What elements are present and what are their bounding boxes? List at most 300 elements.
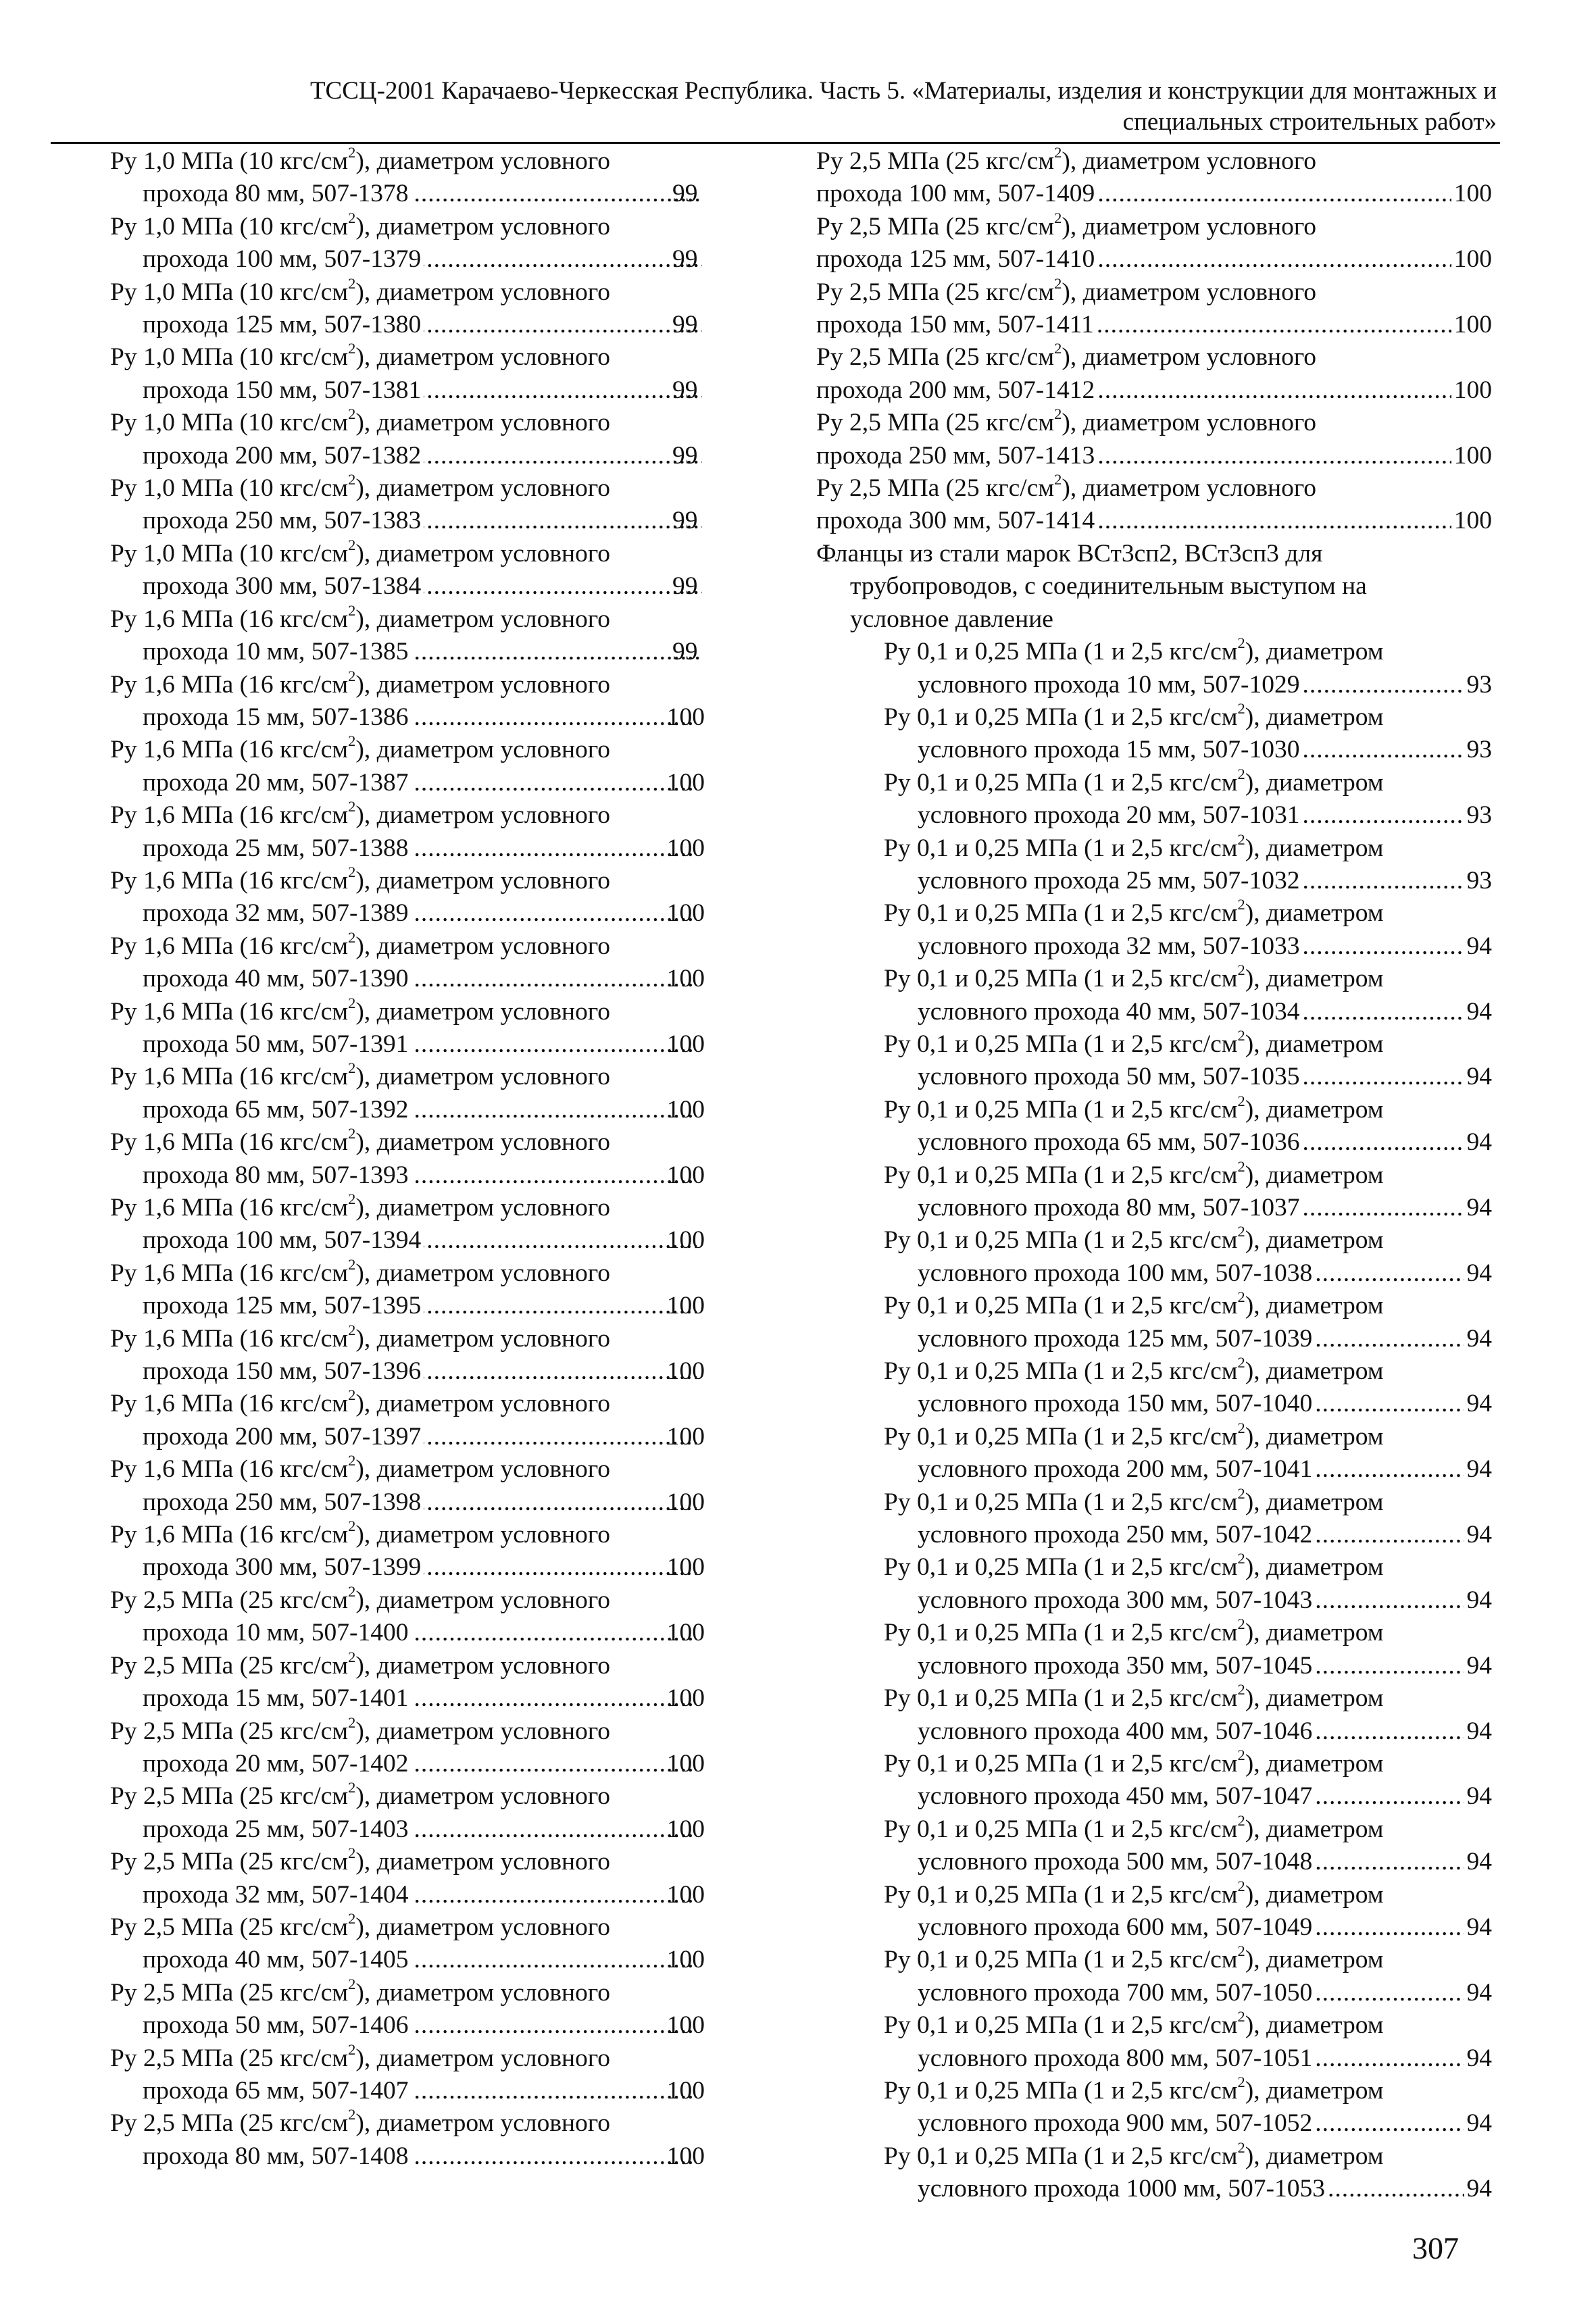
dot-leader — [412, 1094, 697, 1126]
entry-item-code: прохода 32 мм, 507-1389 — [143, 899, 409, 928]
entry-line-1 — [816, 145, 1492, 178]
unit-superscript: 2 — [1237, 1027, 1245, 1045]
entry-line-2 — [816, 1126, 1492, 1159]
entry-description: ), диаметром условного — [355, 1717, 611, 1745]
entry-page-ref: 94 — [1466, 1128, 1492, 1157]
unit-superscript: 2 — [348, 209, 356, 226]
entry-pressure: Ру 0,1 и 0,25 МПа (1 и 2,5 кгс/см — [884, 1946, 1238, 1974]
entry-item-code: условного прохода 125 мм, 507-1039 — [918, 1324, 1313, 1353]
entry-line-1 — [110, 405, 705, 439]
entry-description: ), диаметром условного — [355, 801, 611, 830]
unit-superscript: 2 — [1237, 2008, 1245, 2026]
entry-page-ref: 94 — [1466, 1521, 1492, 1549]
entry-item-code: прохода 25 мм, 507-1403 — [143, 1815, 409, 1843]
unit-superscript: 2 — [348, 1190, 356, 1208]
dot-leader — [1315, 1453, 1464, 1486]
entry-line-2 — [816, 1519, 1492, 1551]
unit-superscript: 2 — [1054, 274, 1062, 292]
unit-superscript: 2 — [1237, 1550, 1245, 1567]
entry-pressure: Ру 0,1 и 0,25 МПа (1 и 2,5 кгс/см — [884, 1815, 1238, 1843]
dot-leader — [424, 309, 702, 341]
entry-line-1 — [110, 863, 705, 897]
entry-line-2 — [143, 1159, 705, 1192]
entry-line-1 — [816, 1748, 1492, 1780]
entry-page-ref: 94 — [1466, 1913, 1492, 1941]
entry-pressure: Ру 1,6 МПа (16 кгс/см — [110, 1063, 349, 1091]
dot-leader — [412, 1944, 697, 1976]
entry-item-code: условного прохода 50 мм, 507-1035 — [918, 1063, 1300, 1091]
entry-page-ref: 100 — [666, 2011, 705, 2040]
dot-leader — [412, 1813, 697, 1846]
dot-leader — [1315, 1323, 1464, 1355]
entry-line-2 — [816, 1192, 1492, 1224]
entry-item-code: условного прохода 65 мм, 507-1036 — [918, 1128, 1300, 1157]
entry-pressure: Ру 1,0 МПа (10 кгс/см — [110, 147, 349, 175]
unit-superscript: 2 — [1237, 1157, 1245, 1175]
entry-pressure: Ру 1,6 МПа (16 кгс/см — [110, 1390, 349, 1418]
index-entry — [816, 767, 1492, 832]
unit-superscript: 2 — [1237, 1615, 1245, 1633]
entry-description: ), диаметром условного — [355, 1586, 611, 1614]
header-rule — [51, 142, 1500, 144]
index-entry — [110, 669, 705, 734]
section-heading — [816, 538, 1492, 636]
entry-pressure: Ру 1,0 МПа (10 кгс/см — [110, 212, 349, 241]
entry-line-2: прохода 125 мм, 507-1380 ..... 99 — [143, 309, 705, 341]
entry-pressure: Ру 0,1 и 0,25 МПа (1 и 2,5 кгс/см — [884, 768, 1238, 797]
entry-description: ), диаметром условного — [355, 670, 611, 699]
entry-pressure: Ру 0,1 и 0,25 МПа (1 и 2,5 кгс/см — [884, 899, 1238, 928]
entry-item-code: условного прохода 32 мм, 507-1033 — [918, 932, 1300, 960]
entry-item-code: прохода 80 мм, 507-1378 — [143, 180, 409, 208]
dot-leader — [424, 1355, 696, 1388]
entry-line-2 — [143, 832, 705, 865]
entry-line-2 — [816, 374, 1492, 407]
index-entry — [110, 2042, 705, 2108]
index-entry — [110, 211, 705, 276]
entry-description: ), диаметром условного — [355, 1651, 611, 1680]
unit-superscript: 2 — [1237, 1354, 1245, 1372]
unit-superscript: 2 — [348, 863, 356, 881]
entry-pressure: Ру 2,5 МПа (25 кгс/см — [110, 1782, 349, 1811]
entry-line-2 — [816, 2173, 1492, 2205]
index-entry — [110, 603, 705, 669]
dot-leader — [424, 570, 702, 603]
unit-superscript: 2 — [348, 732, 356, 750]
entry-line-1 — [110, 601, 705, 636]
entry-pressure: Ру 1,6 МПа (16 кгс/см — [110, 932, 349, 960]
unit-superscript: 2 — [1054, 471, 1062, 488]
entry-line-2 — [143, 1879, 705, 1911]
index-entry — [110, 341, 705, 407]
entry-item-code: прохода 10 мм, 507-1385 — [143, 638, 409, 666]
entry-item-code: прохода 125 мм, 507-1380 — [143, 311, 422, 339]
dot-leader — [412, 767, 697, 799]
index-entry — [110, 734, 705, 799]
entry-pressure: Ру 0,1 и 0,25 МПа (1 и 2,5 кгс/см — [884, 1095, 1238, 1124]
index-entry — [110, 1257, 705, 1323]
entry-line-2 — [816, 1323, 1492, 1355]
entry-pressure: Ру 0,1 и 0,25 МПа (1 и 2,5 кгс/см — [884, 1880, 1238, 1909]
entry-item-code: прохода 250 мм, 507-1413 — [816, 441, 1095, 470]
unit-superscript: 2 — [1237, 2073, 1245, 2091]
index-entry — [110, 996, 705, 1061]
index-entry — [816, 701, 1492, 767]
entry-page-ref: 94 — [1466, 2109, 1492, 2138]
entry-description: ), диаметром — [1245, 1357, 1384, 1386]
dot-leader — [424, 505, 702, 537]
entry-item-code: прохода 65 мм, 507-1392 — [143, 1095, 409, 1124]
entry-item-code: условного прохода 450 мм, 507-1047 — [918, 1782, 1313, 1811]
dot-leader — [412, 178, 702, 210]
entry-line-1 — [110, 1386, 705, 1420]
index-entry — [816, 1224, 1492, 1290]
entry-line-1 — [110, 1517, 705, 1551]
entry-item-code: прохода 150 мм, 507-1381 — [143, 376, 422, 404]
entry-line-1 — [816, 636, 1492, 668]
dot-leader — [1315, 1519, 1464, 1551]
index-entry — [816, 1486, 1492, 1552]
dot-leader — [412, 636, 702, 668]
index-entry — [110, 2107, 705, 2173]
index-entry — [816, 1028, 1492, 1094]
entry-line-2: прохода 100 мм, 507-1379 ..... 99 — [143, 243, 705, 276]
entry-line-1 — [816, 472, 1492, 505]
entry-page-ref: 93 — [1466, 736, 1492, 764]
entry-pressure: Ру 1,6 МПа (16 кгс/см — [110, 736, 349, 764]
entry-line-2 — [816, 1846, 1492, 1878]
entry-description: ), диаметром условного — [355, 1194, 611, 1222]
entry-line-1 — [110, 1779, 705, 1813]
entry-item-code: прохода 20 мм, 507-1402 — [143, 1749, 409, 1778]
index-entry — [816, 1094, 1492, 1159]
entry-pressure: Ру 1,6 МПа (16 кгс/см — [110, 670, 349, 699]
unit-superscript: 2 — [348, 1517, 356, 1535]
entry-pressure: Ру 0,1 и 0,25 МПа (1 и 2,5 кгс/см — [884, 965, 1238, 993]
entry-line-2 — [816, 669, 1492, 701]
entry-item-code: прохода 100 мм, 507-1409 — [816, 180, 1095, 208]
entry-pressure: Ру 1,0 МПа (10 кгс/см — [110, 474, 349, 503]
entry-line-2 — [143, 1421, 705, 1453]
index-entry — [816, 2075, 1492, 2140]
entry-description: ), диаметром — [1245, 1030, 1384, 1058]
entry-description: ), диаметром условного — [1062, 278, 1317, 306]
entry-item-code: условного прохода 350 мм, 507-1045 — [918, 1651, 1313, 1680]
unit-superscript: 2 — [1237, 896, 1245, 913]
dot-leader — [412, 1748, 697, 1780]
index-entry — [110, 1126, 705, 1192]
entry-page-ref: 100 — [1453, 441, 1492, 470]
entry-page-ref: 100 — [666, 1292, 705, 1320]
entry-line-1 — [110, 1125, 705, 1159]
index-entry — [110, 1584, 705, 1650]
entry-description: ), диаметром условного — [355, 474, 611, 503]
index-entry — [816, 472, 1492, 538]
unit-superscript: 2 — [348, 1648, 356, 1665]
entry-item-code: прохода 200 мм, 507-1412 — [816, 376, 1095, 404]
entry-pressure: Ру 2,5 МПа (25 кгс/см — [816, 343, 1055, 372]
dot-leader — [412, 1682, 697, 1715]
entry-line-1 — [110, 209, 705, 243]
unit-superscript: 2 — [1237, 1877, 1245, 1894]
entry-item-code: условного прохода 250 мм, 507-1042 — [918, 1521, 1313, 1549]
entry-pressure: Ру 1,6 МПа (16 кгс/см — [110, 1455, 349, 1484]
entry-description: ), диаметром условного — [355, 997, 611, 1026]
unit-superscript: 2 — [1237, 765, 1245, 782]
entry-description: ), диаметром условного — [1062, 212, 1317, 241]
entry-line-2 — [143, 1355, 705, 1388]
index-entry — [110, 1453, 705, 1519]
dot-leader — [1097, 505, 1451, 537]
entry-page-ref: 94 — [1466, 1390, 1492, 1418]
section-heading-line-2: трубопроводов, с соединительным выступом на — [850, 572, 1367, 601]
entry-pressure: Ру 0,1 и 0,25 МПа (1 и 2,5 кгс/см — [884, 1226, 1238, 1255]
entry-line-2 — [816, 1977, 1492, 2009]
entry-pressure: Ру 1,6 МПа (16 кгс/см — [110, 1194, 349, 1222]
entry-line-2 — [816, 930, 1492, 963]
unit-superscript: 2 — [1237, 1681, 1245, 1699]
dot-leader — [412, 1028, 697, 1061]
entry-page-ref: 94 — [1466, 1455, 1492, 1484]
entry-line-2 — [816, 1388, 1492, 1420]
entry-description: ), диаметром условного — [355, 1521, 611, 1549]
entry-item-code: прохода 20 мм, 507-1387 — [143, 768, 409, 797]
entry-line-2 — [143, 767, 705, 799]
entry-line-1 — [816, 2075, 1492, 2107]
index-entry — [816, 145, 1492, 211]
entry-line-1 — [110, 798, 705, 832]
entry-pressure: Ру 2,5 МПа (25 кгс/см — [110, 1978, 349, 2007]
entry-line-2: прохода 80 мм, 507-1378 ..... 99 — [143, 178, 705, 210]
entry-line-2 — [143, 1094, 705, 1126]
unit-superscript: 2 — [348, 1255, 356, 1273]
entry-line-1 — [110, 1844, 705, 1878]
entry-item-code: прохода 100 мм, 507-1394 — [143, 1226, 422, 1255]
unit-superscript: 2 — [348, 1779, 356, 1796]
unit-superscript: 2 — [348, 1583, 356, 1600]
entry-item-code: условного прохода 500 мм, 507-1048 — [918, 1848, 1313, 1876]
entry-description: ), диаметром — [1245, 638, 1384, 666]
entry-line-1 — [816, 407, 1492, 439]
unit-superscript: 2 — [348, 601, 356, 619]
entry-description: ), диаметром условного — [355, 2044, 611, 2072]
index-entry — [816, 1421, 1492, 1486]
entry-pressure: Ру 2,5 МПа (25 кгс/см — [110, 1586, 349, 1614]
unit-superscript: 2 — [348, 1059, 356, 1077]
entry-line-2 — [816, 1715, 1492, 1748]
unit-superscript: 2 — [348, 340, 356, 357]
entry-line-1 — [816, 897, 1492, 930]
dot-leader — [1303, 865, 1464, 897]
dot-leader — [1303, 669, 1464, 701]
entry-line-2 — [816, 243, 1492, 276]
unit-superscript: 2 — [1054, 209, 1062, 226]
entry-line-1 — [110, 667, 705, 701]
entry-line-2 — [143, 1028, 705, 1061]
entry-item-code: условного прохода 100 мм, 507-1038 — [918, 1259, 1313, 1287]
dot-leader — [424, 440, 702, 472]
entry-description: ), диаметром — [1245, 1553, 1384, 1582]
unit-superscript: 2 — [348, 667, 356, 684]
dot-leader — [424, 1290, 696, 1322]
entry-description: ), диаметром — [1245, 834, 1384, 862]
right-column-top-entries — [816, 145, 1492, 538]
entry-description: ), диаметром — [1245, 1488, 1384, 1516]
entry-item-code: условного прохода 700 мм, 507-1050 — [918, 1978, 1313, 2007]
entry-page-ref: 100 — [1453, 376, 1492, 404]
entry-page-ref: 94 — [1466, 1194, 1492, 1222]
dot-leader — [1303, 734, 1464, 766]
entry-page-ref: 94 — [1466, 1259, 1492, 1287]
entry-line-1 — [816, 1486, 1492, 1519]
entry-description: ), диаметром условного — [1062, 147, 1317, 175]
unit-superscript: 2 — [348, 471, 356, 488]
entry-line-1 — [816, 276, 1492, 309]
index-entry — [110, 1519, 705, 1584]
entry-line-1 — [110, 732, 705, 766]
entry-pressure: Ру 0,1 и 0,25 МПа (1 и 2,5 кгс/см — [884, 638, 1238, 666]
entry-line-2: прохода 200 мм, 507-1382 ..... 99 — [143, 440, 705, 472]
index-entry — [816, 1290, 1492, 1355]
index-entry — [110, 1780, 705, 1846]
entry-line-2 — [816, 1453, 1492, 1486]
index-entry — [110, 799, 705, 865]
entry-line-1 — [816, 2140, 1492, 2173]
entry-line-2 — [143, 1813, 705, 1846]
entry-line-2 — [143, 1682, 705, 1715]
page-number: 307 — [1412, 2231, 1459, 2265]
index-entry — [816, 963, 1492, 1028]
entry-pressure: Ру 1,6 МПа (16 кгс/см — [110, 801, 349, 830]
entry-page-ref: 100 — [1453, 245, 1492, 274]
index-entry — [816, 1159, 1492, 1225]
entry-item-code: прохода 25 мм, 507-1388 — [143, 834, 409, 862]
entry-item-code: прохода 15 мм, 507-1386 — [143, 703, 409, 731]
entry-description: ), диаметром условного — [355, 2109, 611, 2138]
index-entry — [816, 832, 1492, 898]
entry-item-code: прохода 15 мм, 507-1401 — [143, 1684, 409, 1713]
entry-line-1 — [110, 1910, 705, 1944]
entry-item-code: прохода 10 мм, 507-1400 — [143, 1619, 409, 1647]
index-entry — [816, 407, 1492, 472]
dot-leader — [412, 1617, 697, 1649]
right-column-bottom-entries — [816, 636, 1492, 2206]
unit-superscript: 2 — [348, 536, 356, 553]
entry-line-2 — [143, 963, 705, 995]
dot-leader — [1315, 1977, 1464, 2009]
entry-page-ref: 100 — [666, 1619, 705, 1647]
entry-pressure: Ру 1,6 МПа (16 кгс/см — [110, 1128, 349, 1157]
dot-leader — [1097, 440, 1451, 472]
entry-line-2 — [143, 1486, 705, 1519]
entry-line-1 — [110, 340, 705, 374]
entry-item-code: прохода 300 мм, 507-1384 — [143, 572, 422, 601]
unit-superscript: 2 — [348, 274, 356, 292]
index-entry — [816, 636, 1492, 701]
unit-superscript: 2 — [1237, 700, 1245, 718]
entry-page-ref: 94 — [1466, 1848, 1492, 1876]
dot-leader — [424, 1224, 696, 1257]
entry-item-code: условного прохода 20 мм, 507-1031 — [918, 801, 1300, 830]
entry-line-2 — [816, 505, 1492, 537]
dot-leader — [424, 374, 702, 407]
page-header — [108, 76, 1497, 138]
dot-leader — [1097, 178, 1451, 210]
dot-leader — [1315, 1388, 1464, 1420]
entry-item-code: условного прохода 400 мм, 507-1046 — [918, 1717, 1313, 1745]
index-entry — [816, 276, 1492, 342]
entry-item-code: условного прохода 15 мм, 507-1030 — [918, 736, 1300, 764]
dot-leader — [1303, 1061, 1464, 1093]
entry-description: ), диаметром — [1245, 1946, 1384, 1974]
unit-superscript: 2 — [1054, 144, 1062, 161]
dot-leader — [1097, 374, 1451, 407]
entry-line-2 — [816, 309, 1492, 341]
unit-superscript: 2 — [348, 1910, 356, 1928]
dot-leader — [412, 963, 697, 995]
entry-line-1 — [816, 832, 1492, 865]
entry-description: ), диаметром — [1245, 1749, 1384, 1778]
entry-line-2: прохода 10 мм, 507-1385 ..... 99 — [143, 636, 705, 668]
entry-item-code: условного прохода 25 мм, 507-1032 — [918, 866, 1300, 895]
unit-superscript: 2 — [1237, 1092, 1245, 1109]
entry-description: ), диаметром — [1245, 1161, 1384, 1189]
entry-item-code: прохода 40 мм, 507-1405 — [143, 1946, 409, 1974]
entry-description: ), диаметром — [1245, 1815, 1384, 1843]
index-entry — [110, 1192, 705, 1257]
entry-line-1 — [110, 1975, 705, 2009]
entry-line-1 — [816, 1355, 1492, 1388]
entry-pressure: Ру 1,6 МПа (16 кгс/см — [110, 605, 349, 633]
entry-line-1 — [110, 274, 705, 309]
entry-item-code: прохода 80 мм, 507-1408 — [143, 2142, 409, 2170]
entry-item-code: условного прохода 80 мм, 507-1037 — [918, 1194, 1300, 1222]
unit-superscript: 2 — [348, 1452, 356, 1469]
index-entry — [816, 2140, 1492, 2206]
dot-leader — [1315, 1257, 1464, 1290]
entry-pressure: Ру 0,1 и 0,25 МПа (1 и 2,5 кгс/см — [884, 1357, 1238, 1386]
entry-pressure: Ру 2,5 МПа (25 кгс/см — [110, 1913, 349, 1941]
entry-line-1 — [816, 767, 1492, 799]
entry-page-ref: 100 — [666, 1946, 705, 1974]
dot-leader — [1315, 1846, 1464, 1878]
entry-description: ), диаметром условного — [355, 1128, 611, 1157]
unit-superscript: 2 — [348, 2106, 356, 2123]
dot-leader — [1303, 1126, 1464, 1159]
entry-page-ref: 100 — [666, 834, 705, 862]
entry-line-2 — [816, 996, 1492, 1028]
entry-page-ref: 100 — [666, 768, 705, 797]
entry-pressure: Ру 1,0 МПа (10 кгс/см — [110, 278, 349, 306]
index-entry — [110, 1388, 705, 1453]
entry-item-code: условного прохода 600 мм, 507-1049 — [918, 1913, 1313, 1941]
unit-superscript: 2 — [348, 405, 356, 423]
entry-pressure: Ру 2,5 МПа (25 кгс/см — [816, 278, 1055, 306]
entry-line-1 — [816, 1682, 1492, 1715]
unit-superscript: 2 — [1054, 340, 1062, 357]
entry-item-code: прохода 300 мм, 507-1414 — [816, 507, 1095, 535]
entry-pressure: Ру 0,1 и 0,25 МПа (1 и 2,5 кгс/см — [884, 1161, 1238, 1189]
entry-line-2: прохода 300 мм, 507-1384 ..... 99 — [143, 570, 705, 603]
entry-page-ref: 100 — [666, 1161, 705, 1189]
entry-pressure: Ру 0,1 и 0,25 МПа (1 и 2,5 кгс/см — [884, 1030, 1238, 1058]
unit-superscript: 2 — [348, 798, 356, 815]
unit-superscript: 2 — [348, 928, 356, 946]
entry-description: ), диаметром — [1245, 2142, 1384, 2170]
index-column-left — [110, 145, 705, 2173]
entry-item-code: условного прохода 10 мм, 507-1029 — [918, 670, 1300, 699]
entry-line-1 — [816, 1879, 1492, 1911]
